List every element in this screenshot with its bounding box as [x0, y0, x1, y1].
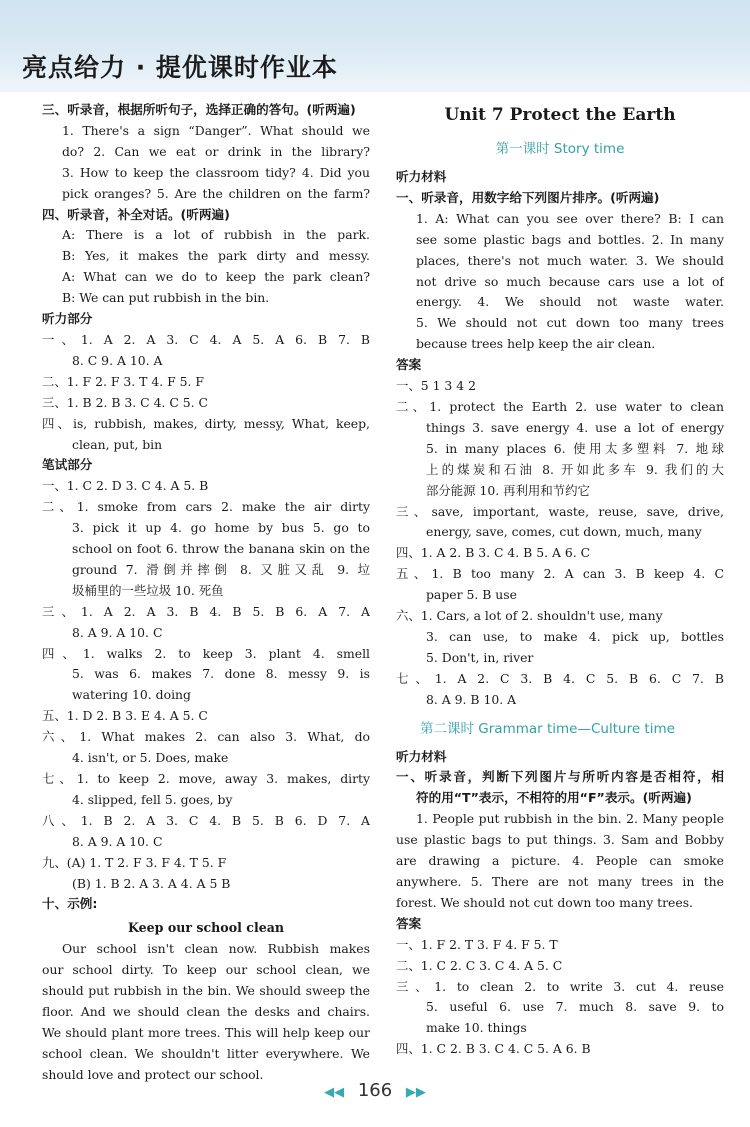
material-line: 1. A: What can you see over there? B: I can — [416, 210, 724, 226]
answer-line: 三、save, important, waste, reuse, save, drive, — [396, 503, 724, 519]
answer-line: 二、1. protect the Earth 2. use water to clean — [396, 398, 724, 414]
answer-line: make 10. things — [426, 1020, 527, 1036]
answer-line: 七、1. A 2. C 3. B 4. C 5. B 6. C 7. B — [396, 670, 724, 686]
answer-line: 九、(A) 1. T 2. F 3. F 4. T 5. F — [42, 854, 227, 870]
material-line: 1. People put rubbish in the bin. 2. Many people — [416, 811, 724, 827]
question-1-heading: 一、听录音，判断下列图片与所听内容是否相符，相 — [396, 769, 724, 785]
answer-line: 四、1. A 2. B 3. C 4. B 5. A 6. C — [396, 545, 591, 561]
material-line: anywhere. 5. There are not many trees in the — [396, 874, 724, 889]
answer-line: 5. useful 6. use 7. much 8. save 9. to — [426, 999, 724, 1015]
essay-line: school clean. We shouldn't litter everywhere. We — [42, 1045, 370, 1061]
answer-line: 4. isn't, or 5. Does, make — [72, 750, 229, 766]
answer-line: 上的煤炭和石油 8. 开如此多车 9. 我们的大 — [426, 461, 724, 477]
dialogue-line: B: We can put rubbish in the bin. — [62, 290, 270, 306]
answer-line: clean, put, bin — [72, 436, 163, 452]
answer-line: 二、1. F 2. F 3. T 4. F 5. F — [42, 373, 204, 389]
double-left-arrow-icon: ◀◀ — [324, 1085, 345, 1100]
answer-line: 8. A 9. A 10. C — [72, 833, 163, 849]
material-line: see some plastic bags and bottles. 2. In many — [416, 231, 724, 247]
answer-line: ground 7. 滑倒并摔倒 8. 又脏又乱 9. 垃 — [72, 561, 370, 577]
answer-line: 部分能源 10. 再利用和节约它 — [426, 482, 590, 498]
essay-line: should put rubbish in the bin. We should sweep the — [42, 983, 370, 999]
section-4-heading: 四、听录音，补全对话。(听两遍) — [42, 206, 230, 222]
listening-material-heading: 听力材料 — [396, 169, 447, 184]
answer-line: do? 2. Can we eat or drink in the library? — [62, 143, 370, 159]
question-1-heading: 符的用“T”表示，不相符的用“F”表示。(听两遍) — [416, 790, 692, 806]
answer-line: 四、is, rubbish, makes, dirty, messy, What, keep, — [42, 415, 370, 431]
answer-line: 五、1. B too many 2. A can 3. B keep 4. C — [396, 566, 724, 582]
essay-line: floor. And we should clean the desks and chairs. — [42, 1003, 370, 1019]
answer-line: 七、1. to keep 2. move, away 3. makes, dirty — [42, 771, 370, 786]
answer-line: energy, save, comes, cut down, much, many — [426, 524, 702, 540]
answer-line: 三、1. to clean 2. to write 3. cut 4. reuse — [396, 978, 724, 994]
answer-line: 三、1. B 2. B 3. C 4. C 5. C — [42, 394, 208, 410]
essay-line: Our school isn't clean now. Rubbish makes — [62, 941, 370, 957]
page-number: 166 — [357, 1080, 393, 1101]
answer-line: 4. slipped, fell 5. goes, by — [72, 791, 233, 807]
answer-line: 3. How to keep the classroom tidy? 4. Did you — [62, 164, 370, 180]
lesson-1-title: 第一课时 Story time — [495, 141, 625, 157]
sample-essay-heading: 十、示例: — [42, 896, 98, 912]
answer-line: 5. in many places 6. 使用太多塑料 7. 地球 — [426, 440, 724, 456]
answer-line: 四、1. walks 2. to keep 3. plant 4. smell — [42, 645, 370, 661]
right-column — [396, 100, 724, 1060]
material-line: use plastic bags to put things. 3. Sam and Bobby — [396, 832, 724, 848]
answer-line: 八、1. B 2. A 3. C 4. B 5. B 6. D 7. A — [42, 812, 370, 828]
answer-line: 3. pick it up 4. go home by bus 5. go to — [72, 520, 370, 536]
dialogue-line: B: Yes, it makes the park dirty and messy. — [62, 248, 370, 264]
written-section-heading: 笔试部分 — [42, 457, 93, 473]
material-line: because trees help keep the air clean. — [416, 336, 656, 352]
material-line: not drive so much because cars use a lot of — [416, 273, 724, 289]
answer-line: (B) 1. B 2. A 3. A 4. A 5 B — [72, 875, 231, 891]
answer-line: 圾桶里的一些垃圾 10. 死鱼 — [72, 582, 224, 598]
answer-line: 三、1. A 2. A 3. B 4. B 5. B 6. A 7. A — [42, 603, 370, 619]
material-line: places, there's not much water. 3. We should — [416, 252, 724, 268]
material-line: forest. We should not cut down too many trees. — [396, 894, 693, 910]
answer-line: 5. Don't, in, river — [426, 649, 534, 665]
listening-section-heading: 听力部分 — [42, 311, 93, 327]
answer-line: 8. A 9. B 10. A — [426, 691, 517, 707]
essay-line: our school dirty. To keep our school clean, we — [42, 962, 370, 978]
dialogue-line: A: There is a lot of rubbish in the park. — [62, 227, 370, 243]
answer-line: pick oranges? 5. Are the children on the farm? — [62, 185, 370, 201]
essay-line: should love and protect our school. — [42, 1066, 264, 1082]
listening-material-heading: 听力材料 — [396, 748, 447, 764]
section-3-heading: 三、听录音，根据所听句子，选择正确的答句。(听两遍) — [42, 102, 356, 117]
answers-heading: 答案 — [396, 915, 422, 931]
page-footer — [0, 1080, 750, 1101]
answer-line: 二、1. smoke from cars 2. make the air dirty — [42, 499, 370, 515]
answer-line: school on foot 6. throw the banana skin on the — [72, 541, 370, 557]
book-title: 亮点给力 · 提优课时作业本 — [22, 53, 338, 82]
lesson-2-title: 第二课时 Grammar time—Culture time — [420, 720, 675, 737]
answer-line: 5. was 6. makes 7. done 8. messy 9. is — [72, 666, 370, 682]
answer-line: 六、1. Cars, a lot of 2. shouldn't use, many — [396, 608, 663, 624]
answer-line: things 3. save energy 4. use a lot of energy — [426, 419, 724, 435]
material-line: energy. 4. We should not waste water. — [416, 294, 724, 310]
answer-line: 一、1. C 2. D 3. C 4. A 5. B — [42, 478, 209, 494]
answer-line: 五、1. D 2. B 3. E 4. A 5. C — [42, 708, 208, 724]
answer-line: 8. A 9. A 10. C — [72, 624, 163, 640]
dialogue-line: A: What can we do to keep the park clean? — [62, 269, 370, 285]
answer-line: 二、1. C 2. C 3. C 4. A 5. C — [396, 957, 563, 973]
question-1-heading: 一、听录音，用数字给下列图片排序。(听两遍) — [396, 189, 660, 205]
answer-line: paper 5. B use — [426, 587, 517, 603]
header-banner — [0, 0, 750, 92]
essay-title: Keep our school clean — [127, 920, 285, 936]
answer-line: 一、5 1 3 4 2 — [396, 378, 476, 394]
double-right-arrow-icon: ▶▶ — [405, 1085, 426, 1100]
left-column — [42, 100, 370, 1086]
answer-line: 四、1. C 2. B 3. C 4. C 5. A 6. B — [396, 1041, 591, 1057]
essay-line: We should plant more trees. This will help keep our — [42, 1024, 370, 1040]
answer-line: 一、1. A 2. A 3. C 4. A 5. A 6. B 7. B — [42, 331, 370, 347]
answer-line: 3. can use, to make 4. pick up, bottles — [426, 628, 724, 644]
answer-line: 1. There's a sign “Danger”. What should we — [62, 122, 370, 138]
material-line: 5. We should not cut down too many trees — [416, 315, 724, 331]
answer-line: 六、1. What makes 2. can also 3. What, do — [42, 729, 370, 745]
answer-line: 一、1. F 2. T 3. F 4. F 5. T — [396, 936, 558, 952]
answers-heading: 答案 — [396, 357, 422, 373]
material-line: are drawing a picture. 4. People can smoke — [396, 853, 724, 869]
answer-line: 8. C 9. A 10. A — [72, 352, 163, 368]
answer-line: watering 10. doing — [72, 687, 191, 703]
unit-title: Unit 7 Protect the Earth — [444, 105, 676, 125]
